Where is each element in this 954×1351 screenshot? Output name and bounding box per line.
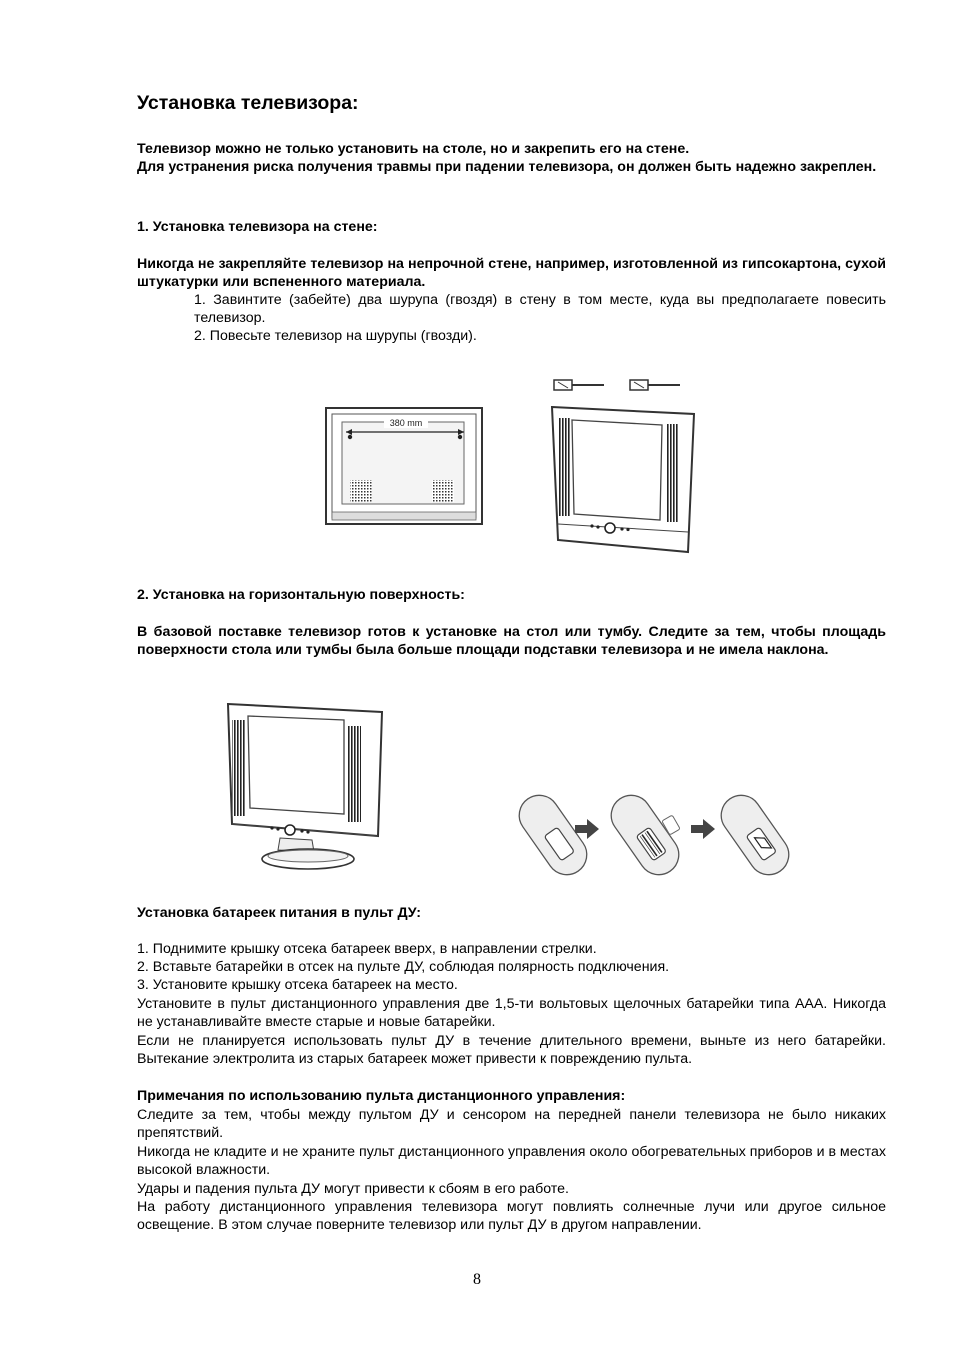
tv-on-stand-illustration — [216, 696, 396, 882]
wall-step-1: 1. Завинтите (забейте) два шурупа (гвоздя) в стену в том месте, куда вы предполагаете повесить телевизор. — [194, 292, 886, 327]
wall-mount-figure — [322, 362, 702, 567]
notes-para-3: Удары и падения пульта ДУ могут привести к сбоям в его работе. — [137, 1181, 569, 1197]
page-number: 8 — [473, 1271, 481, 1288]
notes-para-4: На работу дистанционного управления телевизора могут повлиять солнечные лучи или другое сильное освещение. В этом случае поверните телевизор или пульт ДУ в другом направлении. — [137, 1199, 886, 1234]
screw-icon — [630, 380, 680, 390]
intro-line-2: Для устранения риска получения травмы при падении телевизора, он должен быть надежно закреплен. — [137, 159, 877, 175]
batteries-para-2: Если не планируется использовать пульт ДУ в течение длительного времени, выньте из него батарейки. Вытекание электролита из старых батареек может привести к повреждению пульта. — [137, 1033, 886, 1068]
batteries-step-2: 2. Вставьте батарейки в отсек на пульте ДУ, соблюдая полярность подключения. — [137, 959, 670, 975]
battery-install-illustration — [505, 787, 807, 883]
intro-line-1: Телевизор можно не только установить на столе, но и закрепить его на стене. — [137, 141, 690, 157]
notes-para-2: Никогда не кладите и не храните пульт дистанционного управления около обогревательных приборов и в местах высокой влажности. — [137, 1144, 886, 1179]
batteries-step-3: 3. Установите крышку отсека батареек на место. — [137, 977, 458, 993]
page-title: Установка телевизора: — [137, 92, 359, 114]
batteries-step-1: 1. Поднимите крышку отсека батареек вверх, в направлении стрелки. — [137, 941, 597, 957]
notes-heading: Примечания по использованию пульта дистанционного управления: — [137, 1088, 626, 1104]
battery-install-figure — [505, 787, 807, 883]
screw-icon — [554, 380, 604, 390]
notes-para-1: Следите за тем, чтобы между пультом ДУ и сенсором на передней панели телевизора не было никаких препятствий. — [137, 1107, 886, 1142]
surface-text: В базовой поставке телевизор готов к установке на стол или тумбу. Следите за тем, чтобы площадь поверхности стола или тумбы была больше площади подставки телевизора и не имела наклона. — [137, 624, 886, 659]
wall-heading: 1. Установка телевизора на стене: — [137, 219, 378, 235]
tv-back-view — [326, 408, 482, 524]
batteries-heading: Установка батареек питания в пульт ДУ: — [137, 905, 421, 921]
wall-step-2: 2. Повесьте телевизор на шурупы (гвозди). — [194, 328, 477, 344]
tv-front-view — [552, 407, 694, 552]
wall-mount-illustration — [322, 362, 702, 567]
surface-heading: 2. Установка на горизонтальную поверхность: — [137, 587, 465, 603]
arrow-right-icon — [691, 819, 715, 839]
wall-warning: Никогда не закрепляйте телевизор на непрочной стене, например, изготовленной из гипсокартона, сухой штукатурки или вспененного материала. — [137, 256, 886, 291]
dimension-label: 380 mm — [389, 418, 423, 428]
tv-stand-figure — [216, 696, 396, 882]
batteries-para-1: Установите в пульт дистанционного управления две 1,5-ти вольтовых щелочных батарейки типа ААА. Никогда не устанавливайте вместе старые и новые батарейки. — [137, 996, 886, 1031]
